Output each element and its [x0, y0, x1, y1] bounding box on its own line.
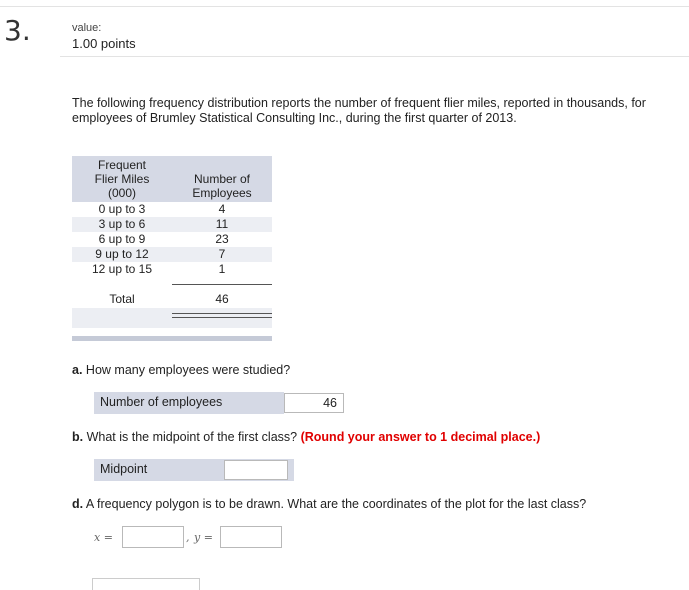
- total-row: [72, 292, 272, 307]
- col-header-miles-line: (000): [107, 186, 136, 200]
- table-bottom-bar: [72, 336, 272, 341]
- class-cell: 3 up to 6: [98, 217, 146, 231]
- class-cell: 9 up to 12: [95, 247, 149, 261]
- total-value: 46: [215, 292, 229, 306]
- count-cell: 1: [218, 262, 226, 276]
- table-row: [72, 262, 272, 277]
- count-cell: 4: [218, 202, 226, 216]
- coordinate-separator: ,: [186, 531, 190, 544]
- col-header-employees: [172, 172, 272, 200]
- total-label: Total: [109, 292, 135, 306]
- part-a-text: How many employees were studied?: [85, 363, 291, 377]
- col-header-miles: [72, 158, 172, 200]
- x-coordinate-label: x =: [94, 531, 113, 544]
- class-cell: 12 up to 15: [91, 262, 153, 276]
- midpoint-label: Midpoint: [94, 459, 294, 481]
- part-d-text: A frequency polygon is to be drawn. What are the coordinates of the plot for the last class?: [85, 497, 587, 511]
- header-divider: [60, 56, 689, 57]
- class-cell: 0 up to 3: [98, 202, 146, 216]
- part-d-question: [72, 497, 586, 511]
- x-coordinate-input[interactable]: [122, 526, 184, 548]
- table-row: [72, 232, 272, 247]
- part-b-text: What is the midpoint of the first class?: [86, 430, 298, 444]
- part-a-answer-row: [94, 392, 352, 414]
- number-of-employees-label: Number of employees: [94, 392, 284, 414]
- part-b-question: [72, 430, 540, 444]
- question-number: 3.: [4, 14, 31, 47]
- points-value: 1.00 points: [72, 36, 136, 51]
- y-coordinate-label: y =: [194, 531, 213, 544]
- class-cell: 6 up to 9: [98, 232, 146, 246]
- col-header-miles-line: Flier Miles: [94, 172, 150, 186]
- count-cell: 23: [215, 232, 229, 246]
- top-divider: [0, 6, 689, 7]
- part-a-letter: a.: [72, 363, 83, 377]
- part-d-letter: d.: [72, 497, 84, 511]
- col-header-miles-line: Frequent: [97, 158, 147, 172]
- number-of-employees-input[interactable]: [284, 393, 344, 413]
- frequency-table: [72, 156, 272, 342]
- count-cell: 11: [215, 217, 229, 231]
- table-row: [72, 202, 272, 217]
- question-intro: The following frequency distribution reports the number of frequent flier miles, reported in thousands, for employees of Brumley Statistical Consulting Inc., during the first quarter of 2013.: [72, 96, 646, 125]
- table-header: [72, 156, 272, 202]
- part-b-answer-row: [94, 459, 294, 481]
- double-rule-bottom: [172, 317, 272, 318]
- col-header-employees-line: Number of: [193, 172, 251, 186]
- table-row: [72, 247, 272, 262]
- table-footer-shade: [72, 308, 272, 328]
- part-b-letter: b.: [72, 430, 84, 444]
- count-cell: 7: [218, 247, 226, 261]
- table-row: [72, 217, 272, 232]
- part-a-question: [72, 363, 290, 377]
- value-label: value:: [72, 22, 102, 34]
- col-header-employees-line: Employees: [192, 186, 252, 200]
- y-coordinate-input[interactable]: [220, 526, 282, 548]
- rounding-note: (Round your answer to 1 decimal place.): [300, 430, 541, 444]
- sum-rule: [172, 284, 272, 285]
- double-rule-top: [172, 313, 272, 314]
- next-section-box: [92, 578, 200, 590]
- midpoint-input[interactable]: [224, 460, 288, 480]
